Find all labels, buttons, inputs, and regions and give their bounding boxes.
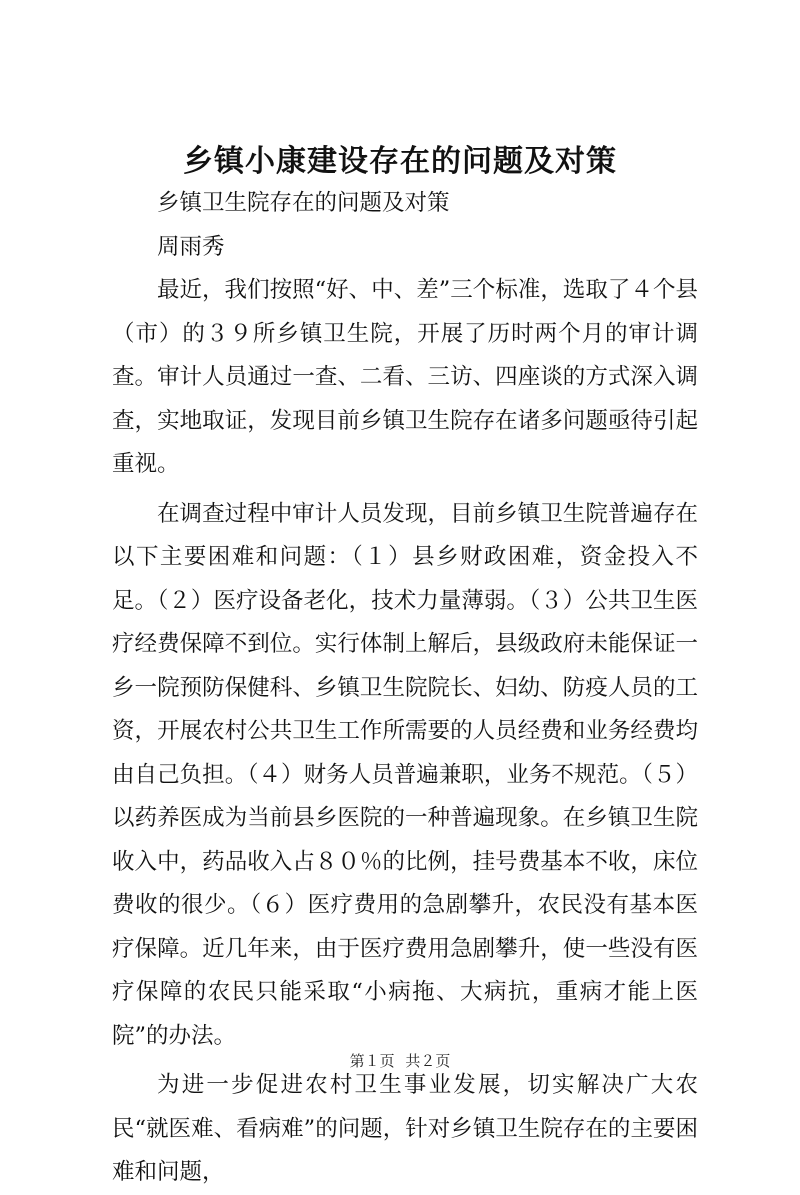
- paragraph-1: 最近，我们按照“好、中、差”三个标准，选取了４个县（市）的３９所乡镇卫生院，开展了历时两个月的审计调查。审计人员通过一查、二看、三访、四座谈的方式深入调查，实地取证，发现目前乡镇卫生院存在诸多问题亟待引起重视。: [112, 277, 698, 477]
- subtitle-line: 乡镇卫生院存在的问题及对策: [157, 190, 450, 216]
- document-title: 乡镇小康建设存在的问题及对策: [183, 144, 617, 179]
- page-footer: [0, 1050, 800, 1071]
- author-line: 周雨秀: [157, 233, 225, 260]
- document-body: [112, 182, 698, 1195]
- paragraph-2: 在调查过程中审计人员发现，目前乡镇卫生院普遍存在以下主要困难和问题：（１）县乡财政困难，资金投入不足。（２）医疗设备老化，技术力量薄弱。（３）公共卫生医疗经费保障不到位。实行体制上解后，县级政府未能保证一乡一院预防保健科、乡镇卫生院院长、妇幼、防疫人员的工资，开展农村公共卫生工作所需要的人员经费和业务经费均由自己负担。（４）财务人员普遍兼职，业务不规范。（５）以药养医成为当前县乡医院的一种普遍现象。在乡镇卫生院收入中，药品收入占８０％的比例，挂号费基本不收，床位费收的很少。（６）医疗费用的急剧攀升，农民没有基本医疗保障。近几年来，由于医疗费用急剧攀升，使一些没有医疗保障的农民只能采取“小病拖、大病抗，重病才能上医院”的办法。: [112, 500, 698, 1049]
- page-total: 共２页: [405, 1052, 451, 1070]
- paragraph-3: 为进一步促进农村卫生事业发展，切实解决广大农民“就医难、看病难”的问题，针对乡镇卫生院存在的主要困难和问题，: [112, 1072, 698, 1185]
- page-number: 第１页: [349, 1052, 395, 1070]
